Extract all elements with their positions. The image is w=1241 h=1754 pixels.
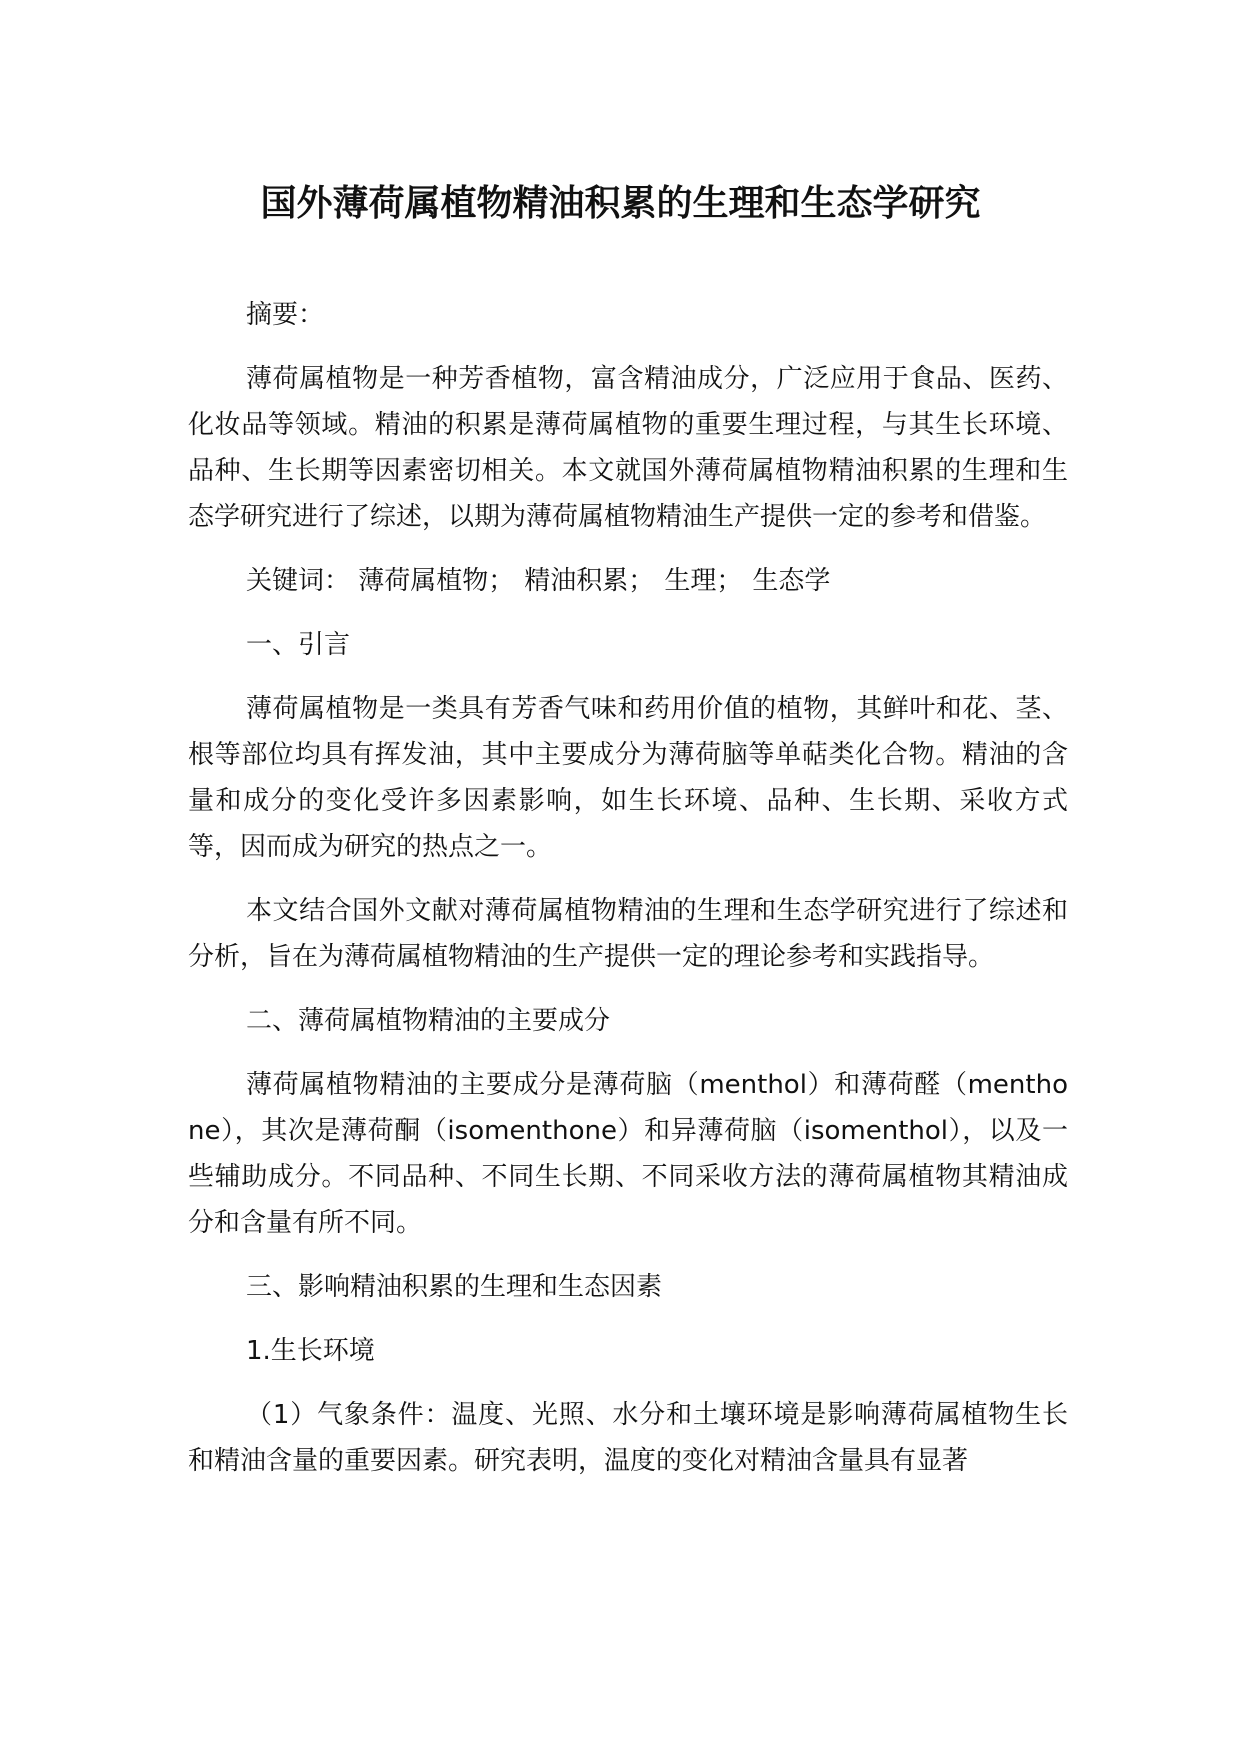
keywords-line — [188, 558, 1068, 604]
introduction-paragraph-1: 薄荷属植物是一类具有芳香气味和药用价值的植物，其鲜叶和花、茎、根等部位均具有挥发油，其中主要成分为薄荷脑等单萜类化合物。精油的含量和成分的变化受许多因素影响，如生长环境、品种、生长期、采收方式等，因而成为研究的热点之一。 — [188, 694, 1068, 862]
document-title: 国外薄荷属植物精油积累的生理和生态学研究 — [260, 183, 981, 224]
subsection-heading-environment: 1.生长环境 — [246, 1336, 375, 1366]
document-body — [188, 292, 1068, 1502]
main-components-paragraph: 薄荷属植物精油的主要成分是薄荷脑（menthol）和薄荷醛（menthone），其次是薄荷酮（isomenthone）和异薄荷脑（isomenthol），以及一些辅助成分。不同品种、不同生长期、不同采收方法的薄荷属植物其精油成分和含量有所不同。 — [188, 1070, 1068, 1238]
section-heading-main-components: 二、薄荷属植物精油的主要成分 — [246, 1006, 611, 1036]
keyword-item: 薄荷属植物； — [358, 566, 515, 596]
environment-paragraph: （1）气象条件：温度、光照、水分和土壤环境是影响薄荷属植物生长和精油含量的重要因素。研究表明，温度的变化对精油含量具有显著 — [188, 1400, 1068, 1476]
section-heading-factors: 三、影响精油积累的生理和生态因素 — [246, 1272, 663, 1302]
section-heading-introduction: 一、引言 — [246, 630, 351, 660]
keyword-item: 精油积累； — [524, 566, 655, 596]
keyword-item: 生态学 — [752, 566, 831, 596]
introduction-paragraph-2: 本文结合国外文献对薄荷属植物精油的生理和生态学研究进行了综述和分析，旨在为薄荷属植物精油的生产提供一定的理论参考和实践指导。 — [188, 896, 1068, 972]
keywords-label: 关键词： — [246, 566, 351, 596]
keyword-item: 生理； — [664, 566, 743, 596]
abstract-paragraph: 薄荷属植物是一种芳香植物，富含精油成分，广泛应用于食品、医药、化妆品等领域。精油的积累是薄荷属植物的重要生理过程，与其生长环境、品种、生长期等因素密切相关。本文就国外薄荷属植物精油积累的生理和生态学研究进行了综述，以期为薄荷属植物精油生产提供一定的参考和借鉴。 — [188, 364, 1068, 532]
abstract-label: 摘要： — [246, 300, 325, 330]
